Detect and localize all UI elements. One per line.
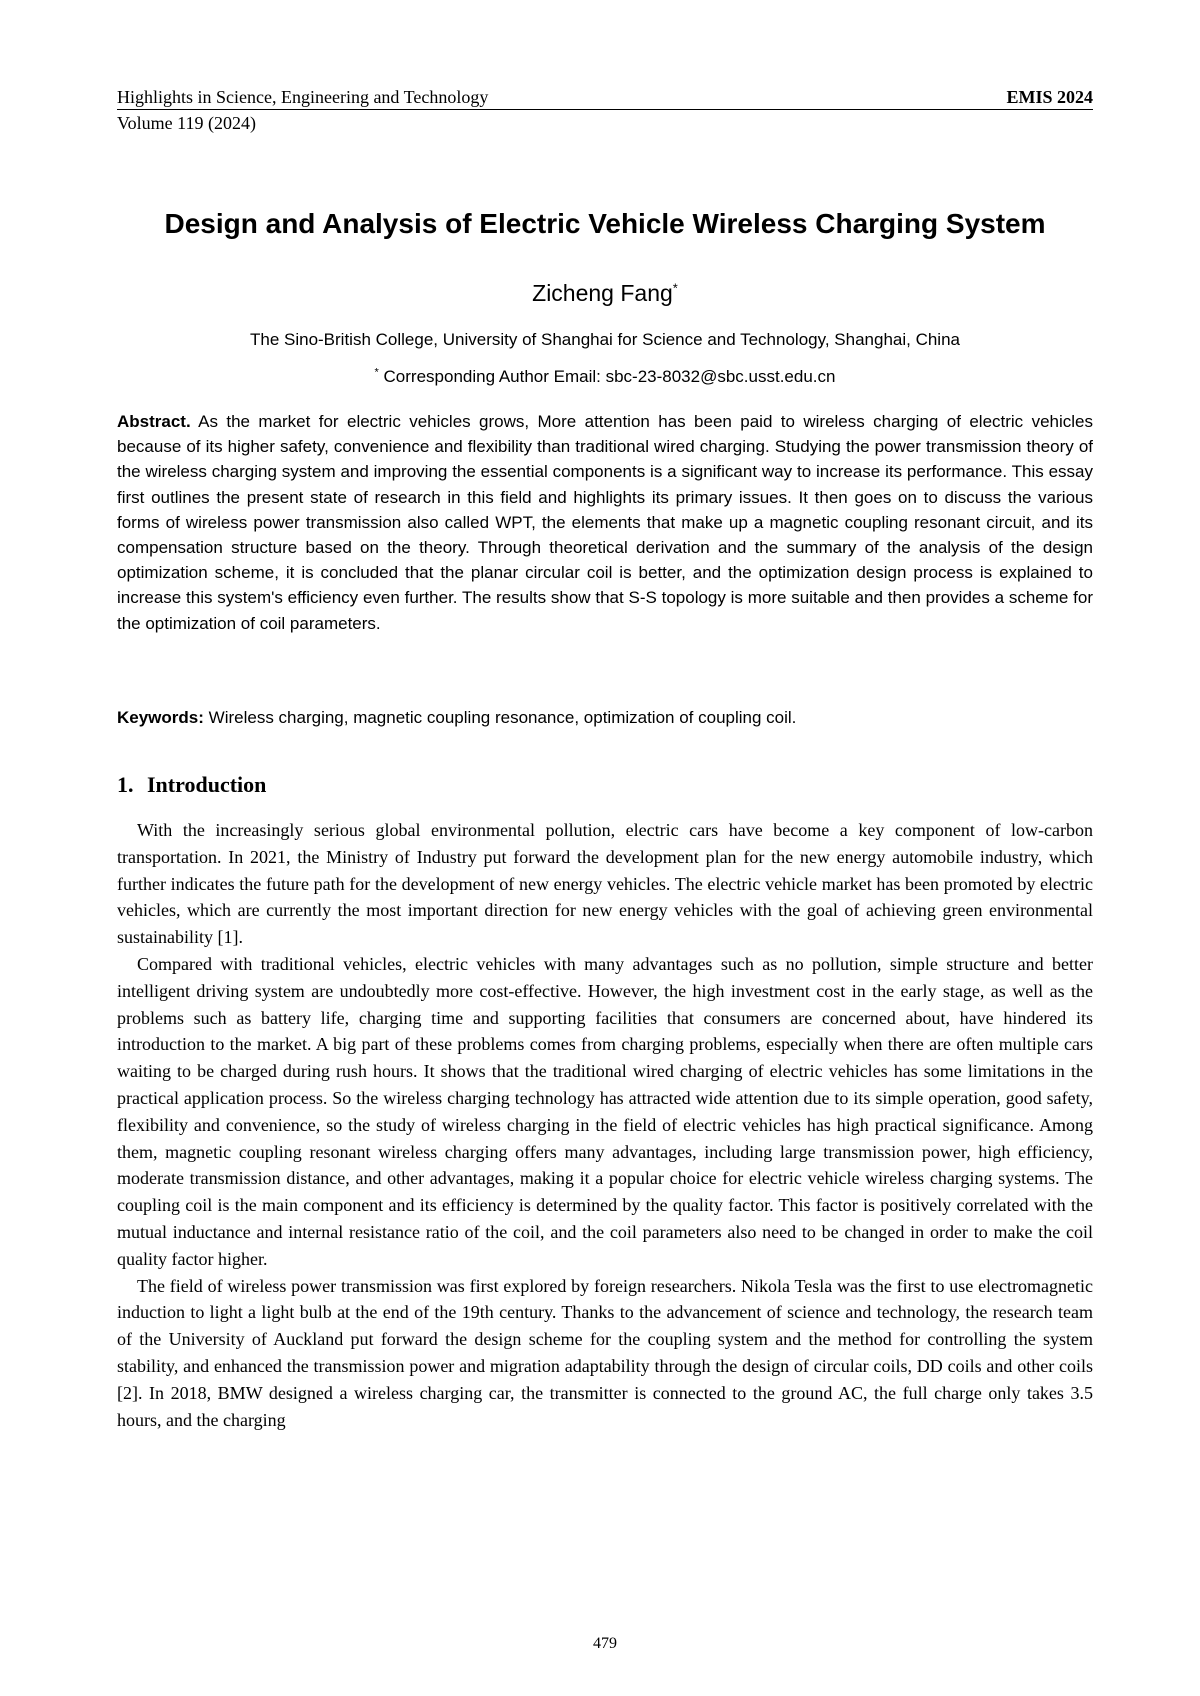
paper-title: Design and Analysis of Electric Vehicle Wireless Charging System [164,207,1046,239]
body-text [117,817,1093,1433]
section-title: Introduction [147,772,267,797]
paragraph: Compared with traditional vehicles, electric vehicles with many advantages such as no pollution, simple structure and better intelligent driving system are undoubtedly more cost-effective. However, the high investment cost in the early stage, as well as the problems such as battery life, charging time and supporting facilities that consumers are concerned about, have hindered its introduction to the market. A big part of these problems comes from charging problems, especially when there are often multiple cars waiting to be charged during rush hours. It shows that the traditional wired charging of electric vehicles has some limitations in the practical application process. So the wireless charging technology has attracted wide attention due to its simple operation, good safety, flexibility and convenience, so the study of wireless charging in the field of electric vehicles has high practical significance. Among them, magnetic coupling resonant wireless charging offers many advantages, including large transmission power, high efficiency, moderate transmission distance, and other advantages, making it a popular choice for electric vehicle wireless charging systems. The coupling coil is the main component and its efficiency is determined by the quality factor. This factor is positively correlated with the mutual inductance and internal resistance ratio of the coil, and the coil parameters also need to be changed in order to make the coil quality factor higher. [117,953,1093,1269]
paragraph: With the increasingly serious global environmental pollution, electric cars have become a key component of low-carbon transportation. In 2021, the Ministry of Industry put forward the development plan for the new energy automobile industry, which further indicates the future path for the development of new energy vehicles. The electric vehicle market has been promoted by electric vehicles, which are currently the most important direction for new energy vehicles with the goal of achieving green environmental sustainability [1]. [117,820,1093,948]
keywords-label: Keywords: [117,708,204,727]
abstract-text: As the market for electric vehicles grows, More attention has been paid to wireless charging of electric vehicles because of its higher safety, convenience and flexibility than traditional wired charging. Studying the power transmission theory of the wireless charging system and improving the essential components is a significant way to increase its performance. This essay first outlines the present state of research in this field and highlights its primary issues. It then goes on to discuss the various forms of wireless power transmission also called WPT, the elements that make up a magnetic coupling resonant circuit, and its compensation structure based on the theory. Through theoretical derivation and the summary of the analysis of the design optimization scheme, it is concluded that the planar circular coil is better, and the optimization design process is explained to increase this system's efficiency even further. The results show that S-S topology is more suitable and then provides a scheme for the optimization of coil parameters. [117,412,1093,633]
page-number: 479 [593,1635,617,1652]
volume-label: Volume [117,113,173,133]
keywords [117,706,1093,730]
author-marker: * [672,280,678,296]
conference-name: EMIS 2024 [1006,87,1093,107]
corresponding-marker: * [374,366,379,379]
journal-name: Highlights in Science, Engineering and Technology [117,87,489,107]
affiliation: The Sino-British College, University of Shanghai for Science and Technology, Shanghai, China [249,330,960,349]
volume-number: 119 [177,113,204,133]
abstract-label: Abstract. [117,412,191,431]
author-line [117,279,1093,307]
section-heading [117,771,1093,799]
abstract [117,409,1093,636]
paragraph: The field of wireless power transmission was first explored by foreign researchers. Nikola Tesla was the first to use electromagnetic induction to light a light bulb at the end of the 19th century. Thanks to the advancement of science and technology, the research team of the University of Auckland put forward the design scheme for the coupling system and the method for controlling the system stability, and enhanced the transmission power and migration adaptability through the design of circular coils, DD coils and other coils [2]. In 2018, BMW designed a wireless charging car, the transmitter is connected to the ground AC, the full charge only takes 3.5 hours, and the charging [117,1275,1093,1430]
author-name: Zicheng Fang [532,280,673,306]
corresponding-author [117,366,1093,388]
section-number: 1. [117,772,134,797]
running-header [117,86,1093,134]
volume-year: (2024) [208,113,257,133]
running-header-row [117,86,1093,110]
volume-line [117,112,1093,134]
keywords-text: Wireless charging, magnetic coupling resonance, optimization of coupling coil. [203,708,797,727]
corresponding-email: Corresponding Author Email: sbc-23-8032@sbc.usst.edu.cn [378,367,836,386]
